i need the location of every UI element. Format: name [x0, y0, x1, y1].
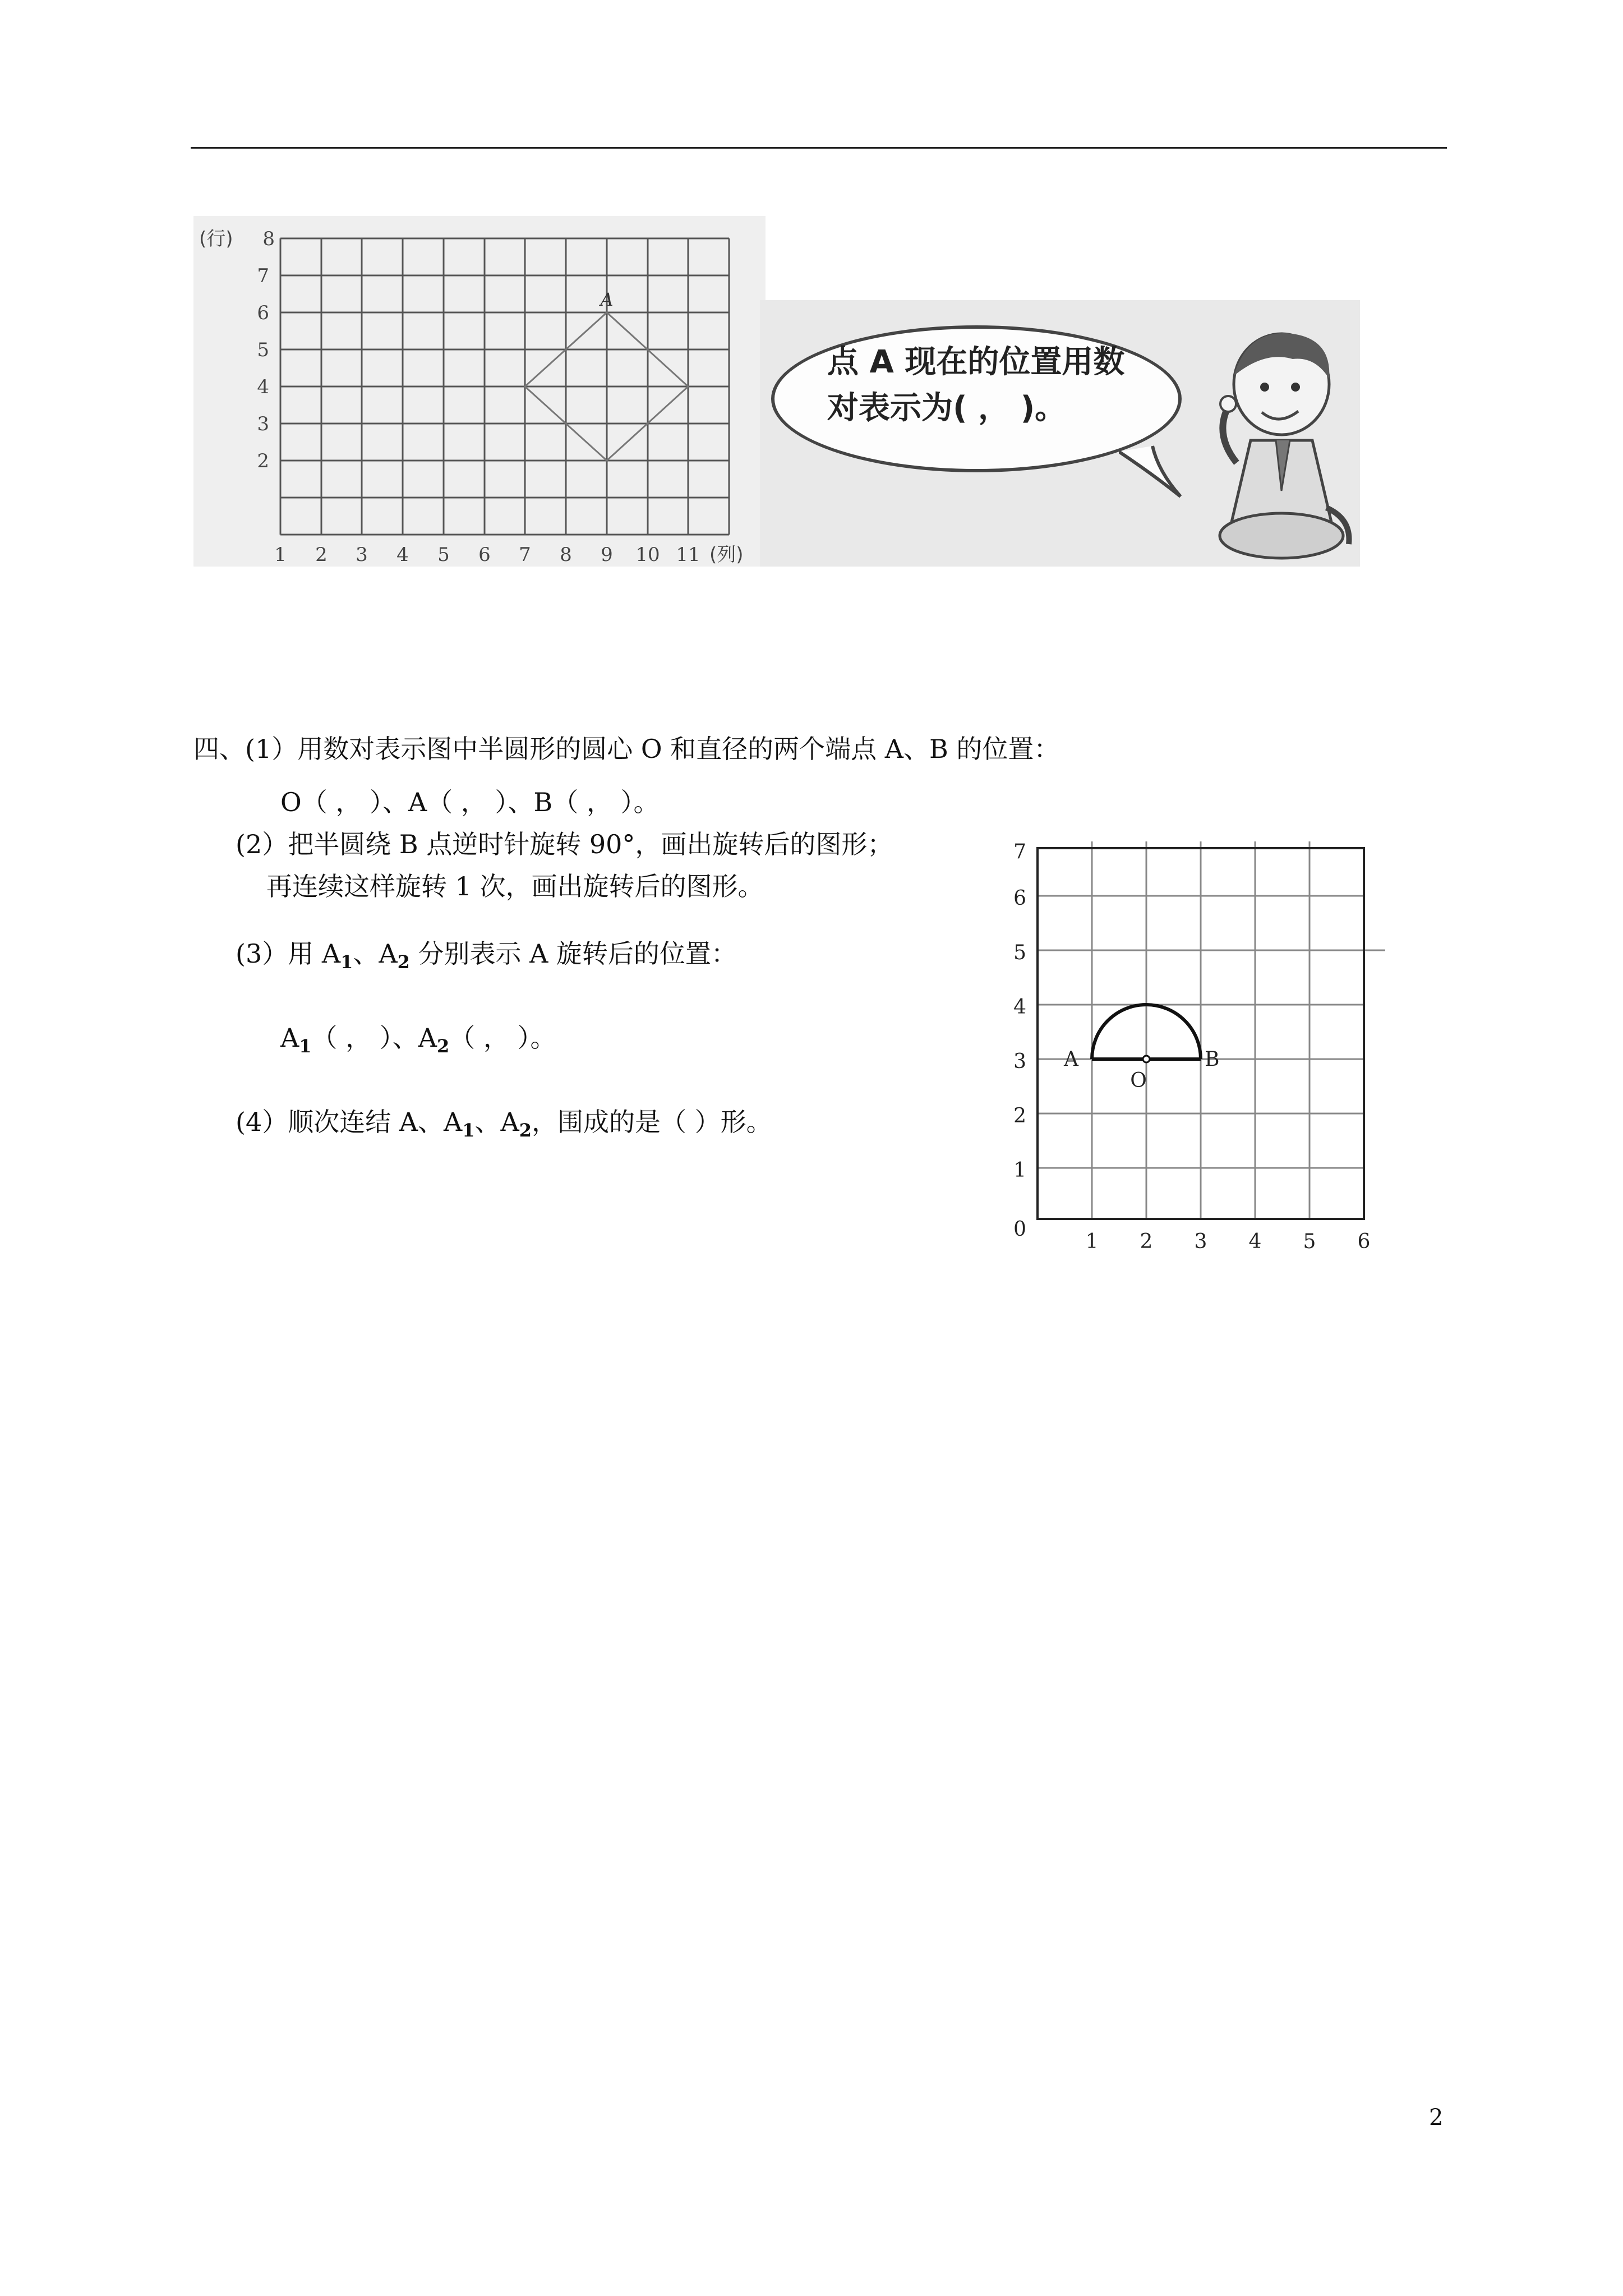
row-tick: 8 [262, 228, 275, 250]
col-axis-label: (列) [709, 544, 744, 566]
y-tick-labels [1013, 841, 1026, 1182]
question-4-part-1: 四、(1）用数对表示图中半圆形的圆心 O 和直径的两个端点 A、B 的位置： [193, 734, 1060, 764]
q3-subscript-1: 1 [340, 951, 353, 973]
x-tick-labels [1086, 1230, 1371, 1253]
label-b: B [1205, 1048, 1220, 1071]
question-4-part-1-blanks: O（ ， ）、A（ ， ）、B（ ， ）。 [280, 787, 660, 817]
col-tick: 4 [396, 544, 409, 566]
y-tick: 7 [1013, 841, 1026, 863]
col-tick: 11 [676, 544, 700, 566]
row-tick-labels [257, 228, 275, 472]
speech-text [827, 339, 1141, 431]
col-tick: 10 [635, 544, 660, 566]
row-tick: 4 [257, 376, 269, 398]
q3-subscript-2: 2 [397, 951, 410, 973]
label-a: A [1064, 1048, 1078, 1071]
q3-text-post: 分别表示 A 旋转后的位置： [409, 938, 737, 969]
row-tick: 3 [257, 413, 269, 435]
col-tick: 1 [274, 544, 287, 566]
grid-diagram-1 [193, 216, 766, 567]
boy-illustration [1197, 323, 1360, 564]
row-tick: 2 [257, 450, 269, 472]
bubble-tail [1119, 440, 1186, 502]
col-tick: 6 [478, 544, 491, 566]
row-tick: 6 [257, 302, 269, 324]
figure-grid-with-speech [193, 216, 1360, 567]
y-tick: 1 [1013, 1159, 1026, 1182]
q3b-mid: （ ， ）、A [311, 1023, 437, 1053]
q4-text-pre: (4）顺次连结 A、A [236, 1107, 463, 1137]
q3-text-pre: (3）用 A [236, 938, 341, 969]
grid2-labels [1013, 1048, 1219, 1241]
x-tick: 4 [1248, 1230, 1262, 1253]
point-a-label: A [600, 289, 614, 310]
question-4-part-2-line-1: (2）把半圆绕 B 点逆时针旋转 90°，画出旋转后的图形； [236, 829, 893, 859]
row-tick: 5 [257, 339, 269, 361]
speech-line-2: 对表示为( ， )。 [827, 390, 1067, 426]
q3-text-mid: 、A [353, 938, 398, 969]
col-tick: 2 [315, 544, 328, 566]
col-tick: 8 [560, 544, 572, 566]
col-tick: 3 [356, 544, 368, 566]
origin-label: 0 [1013, 1218, 1026, 1241]
y-tick: 4 [1013, 996, 1026, 1019]
grid-lines [280, 238, 729, 535]
label-o: O [1130, 1069, 1147, 1092]
col-tick: 9 [601, 544, 613, 566]
x-tick: 5 [1303, 1230, 1316, 1253]
page-number: 2 [1429, 2105, 1444, 2131]
q4-text-mid: 、A [474, 1107, 519, 1137]
center-point-o [1143, 1056, 1150, 1062]
q3b-subscript-2: 2 [436, 1036, 450, 1057]
y-tick: 6 [1013, 887, 1026, 910]
row-axis-label: (行) [199, 228, 233, 250]
col-tick: 7 [519, 544, 531, 566]
y-tick: 3 [1013, 1050, 1026, 1073]
x-tick: 1 [1085, 1230, 1099, 1253]
question-4-part-3-blanks [280, 1021, 556, 1063]
q3b-a1: A [280, 1023, 299, 1053]
x-tick: 3 [1194, 1230, 1207, 1253]
q3b-post: （ ， ）。 [449, 1023, 556, 1053]
col-tick-labels [274, 544, 700, 566]
semicircle-grid-diagram [1004, 841, 1396, 1268]
grid2-lines [1038, 841, 1385, 1219]
q4-text-post: ，围成的是（ ）形。 [532, 1107, 772, 1137]
x-tick: 6 [1357, 1230, 1371, 1253]
row-tick: 7 [257, 265, 269, 287]
y-tick: 2 [1013, 1105, 1026, 1128]
q3b-subscript-1: 1 [299, 1036, 312, 1057]
y-tick: 5 [1013, 941, 1026, 964]
speech-line-1: 点 A 现在的位置用数 [827, 344, 1125, 380]
header-rule [191, 147, 1447, 149]
q4-subscript-2: 2 [519, 1120, 532, 1141]
question-4-part-4 [236, 1105, 772, 1147]
x-tick: 2 [1140, 1230, 1153, 1253]
question-4-part-2-line-2: 再连续这样旋转 1 次，画出旋转后的图形。 [266, 871, 764, 901]
question-4-part-3 [236, 937, 737, 979]
q4-subscript-1: 1 [462, 1120, 475, 1141]
speech-panel [760, 300, 1360, 567]
col-tick: 5 [437, 544, 450, 566]
